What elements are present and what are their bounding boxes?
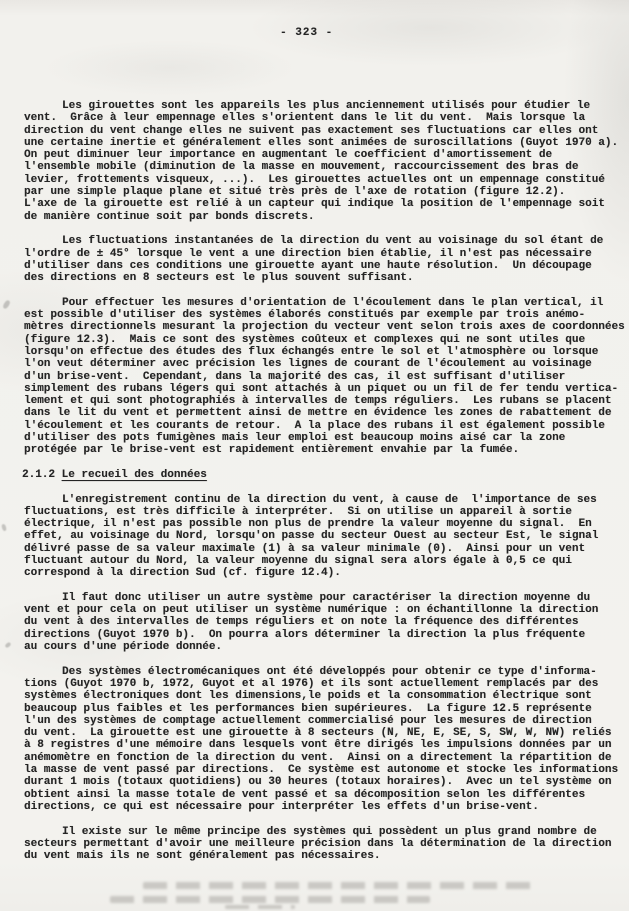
text-line: correspond à la direction Sud (cf. figure 12.4).	[24, 567, 341, 580]
text-line: dans le lit du vent et permettent ainsi de mettre en évidence les zones de rabattement de	[24, 407, 612, 420]
text-line: mètres directionnels mesurant la projection du vecteur vent selon trois axes de coordonnées	[24, 321, 625, 334]
paragraph	[24, 494, 624, 580]
text-line: Les girouettes sont les appareils les plus anciennement utilisés pour étudier le	[62, 100, 591, 112]
text-line: lement et qui sont photographiés à intervalles de temps réguliers. Les rubans se placent	[24, 395, 612, 408]
text-line: protégée par le brise-vent est rapidement entièrement envahie par la fumée.	[24, 444, 520, 457]
text-line: des directions en 8 secteurs est le plus souvent suffisant.	[24, 272, 414, 285]
text-line: une certaine inertie et généralement elles sont animées de suroscillations (Guyot 1970 a).	[24, 136, 619, 149]
text-line: L'axe de la girouette est relié à un capteur qui indique la position de l'empennage soit	[24, 198, 605, 211]
text-line: l'écoulement et les courants de retour. A la place des rubans il est également possible	[24, 419, 605, 432]
paragraph	[24, 297, 624, 457]
text-line: d'un brise-vent. Cependant, dans la majorité des cas, il est suffisant d'utiliser	[24, 370, 566, 383]
text-line: L'enregistrement continu de la direction du vent, à cause de l'importance de ses	[62, 493, 597, 506]
text-line: secteurs permettant d'avoir une meilleure précision dans la détermination de la direction	[24, 837, 612, 850]
text-line: délivré passe de sa valeur maximale (1) à sa valeur minimale (0). Ainsi pour un vent	[24, 542, 586, 555]
text-line: la masse de vent passé par directions. Ce système est autonome et stocke les informations	[24, 764, 619, 777]
text-line: du vent mais ils ne sont généralement pas nécessaires.	[24, 850, 381, 863]
text-line: beaucoup plus faibles et les performances bien supérieures. La figure 12.5 représente	[24, 702, 592, 715]
scan-speck	[1, 524, 7, 532]
text-line: est possible d'utiliser des systèmes élaborés constitués par exemple par trois anémo-	[24, 309, 586, 322]
text-line: du vent à des intervalles de temps réguliers et on note la fréquence des différentes	[24, 616, 579, 629]
paragraph	[24, 235, 624, 284]
text-line: de manière continue soit par bonds discrets.	[24, 210, 315, 223]
bleedthrough-text-ghost	[110, 896, 430, 903]
text-line: l'un des systèmes de comptage actuellement commercialisé pour les mesures de direction	[24, 714, 592, 727]
text-line: directions (Guyot 1970 b). On pourra alors déterminer la direction la plus fréquente	[24, 628, 586, 641]
paragraph	[24, 666, 624, 814]
text-line: Des systèmes électromécaniques ont été développés pour obtenir ce type d'informa-	[62, 665, 597, 678]
text-line: levier, frottements visqueux, ...). Les girouettes actuelles ont un empennage constitué	[24, 173, 605, 186]
text-line: vent. Grâce à leur empennage elles s'orientent dans le lit du vent. Mais lorsque la	[24, 112, 586, 125]
text-line: simplement des rubans légers qui sont attachés à un piquet ou un fil de fer tendu vertica-	[24, 382, 619, 395]
text-line: vent et pour cela on peut utiliser un système numérique : on échantillonne la direction	[24, 604, 599, 617]
section-number: 2.1.2	[22, 468, 62, 481]
text-line: direction du vent change elles ne suivent pas exactement ses fluctuations car elles ont	[24, 124, 599, 137]
scan-speck	[4, 642, 11, 649]
text-line: l'ordre de ± 45° lorsque le vent a une direction bien établie, il n'est pas nécessaire	[24, 247, 592, 260]
text-line: d'utiliser des pots fumigènes mais leur emploi est beaucoup moins aisé car la zone	[24, 432, 566, 445]
paragraph	[24, 592, 624, 653]
text-line: à 8 registres d'une mémoire dans lesquels vont être dirigés les impulsions données par un	[24, 739, 612, 752]
text-line: durant 1 mois (totaux quotidiens) ou 30 heures (totaux horaires). Avec un tel système on	[24, 776, 612, 789]
text-line: obtient ainsi la masse totale de vent passé et sa décomposition selon les différentes	[24, 788, 586, 801]
text-line: directions, ce qui est nécessaire pour interpréter les effets d'un brise-vent.	[24, 800, 539, 813]
text-line: au cours d'une période donnée.	[24, 641, 223, 654]
section-heading	[22, 469, 624, 481]
page-number: - 323 -	[280, 27, 334, 39]
bleedthrough-text-ghost	[225, 905, 295, 909]
text-line: Pour effectuer les mesures d'orientation de l'écoulement dans le plan vertical, il	[62, 296, 604, 309]
text-line: l'on veut déterminer avec précision les lignes de courant de l'écoulement au voisinage	[24, 358, 592, 371]
text-line: Il faut donc utiliser un autre système pour caractériser la direction moyenne du	[62, 591, 591, 604]
paragraph	[24, 100, 624, 223]
text-line: l'ensemble mobile (diminution de la masse en mouvement, raccourcissement des bras de	[24, 161, 579, 174]
text-line: d'utiliser dans ces conditions une girouette ayant une haute résolution. Un découpage	[24, 259, 592, 272]
text-line: par une simple plaque plane et situé très près de l'axe de rotation (figure 12.2).	[24, 186, 566, 199]
text-line: lorsqu'on effectue des études des flux échangés entre le sol et l'atmosphère ou lorsque	[24, 345, 599, 358]
text-line: (figure 12.3). Mais ce sont des systèmes coûteux et complexes qui ne sont utiles que	[24, 333, 586, 346]
text-line: anémomètre en fonction de la direction du vent. Ainsi on a directement la répartition de	[24, 751, 612, 764]
section-title: Le recueil des données	[61, 468, 207, 481]
text-line: tions (Guyot 1970 b, 1972, Guyot et al 1976) et ils sont actuellement remplacés par des	[24, 677, 599, 690]
text-line: Les fluctuations instantanées de la direction du vent au voisinage du sol étant de	[62, 235, 604, 248]
text-line: fluctuant autour du Nord, la valeur moyenne du signal sera alors égale à 0,5 ce qui	[24, 554, 572, 567]
text-line: du vent. La girouette est une girouette à 8 secteurs (N, NE, E, SE, S, SW, W, NW) reliés	[24, 727, 612, 740]
text-line: Il existe sur le même principe des systèmes qui possèdent un plus grand nombre de	[62, 825, 597, 838]
text-line: fluctuations, est très difficile à interpréter. Si on utilise un appareil à sortie	[24, 505, 572, 518]
text-line: systèmes électroniques dont les dimensions,le poids et la consommation électrique sont	[24, 690, 592, 703]
document-body	[24, 100, 624, 875]
bleedthrough-text-ghost	[143, 882, 538, 889]
scan-speck	[2, 299, 11, 309]
text-line: électrique, il n'est pas possible non plus de prendre la valeur moyenne du signal. En	[24, 518, 592, 531]
paragraph	[24, 826, 624, 863]
text-line: effet, au voisinage du Nord, lorsqu'on passe du secteur Ouest au secteur Est, le signal	[24, 530, 599, 543]
text-line: On peut diminuer leur importance en augmentant le coefficient d'amortissement de	[24, 149, 553, 162]
